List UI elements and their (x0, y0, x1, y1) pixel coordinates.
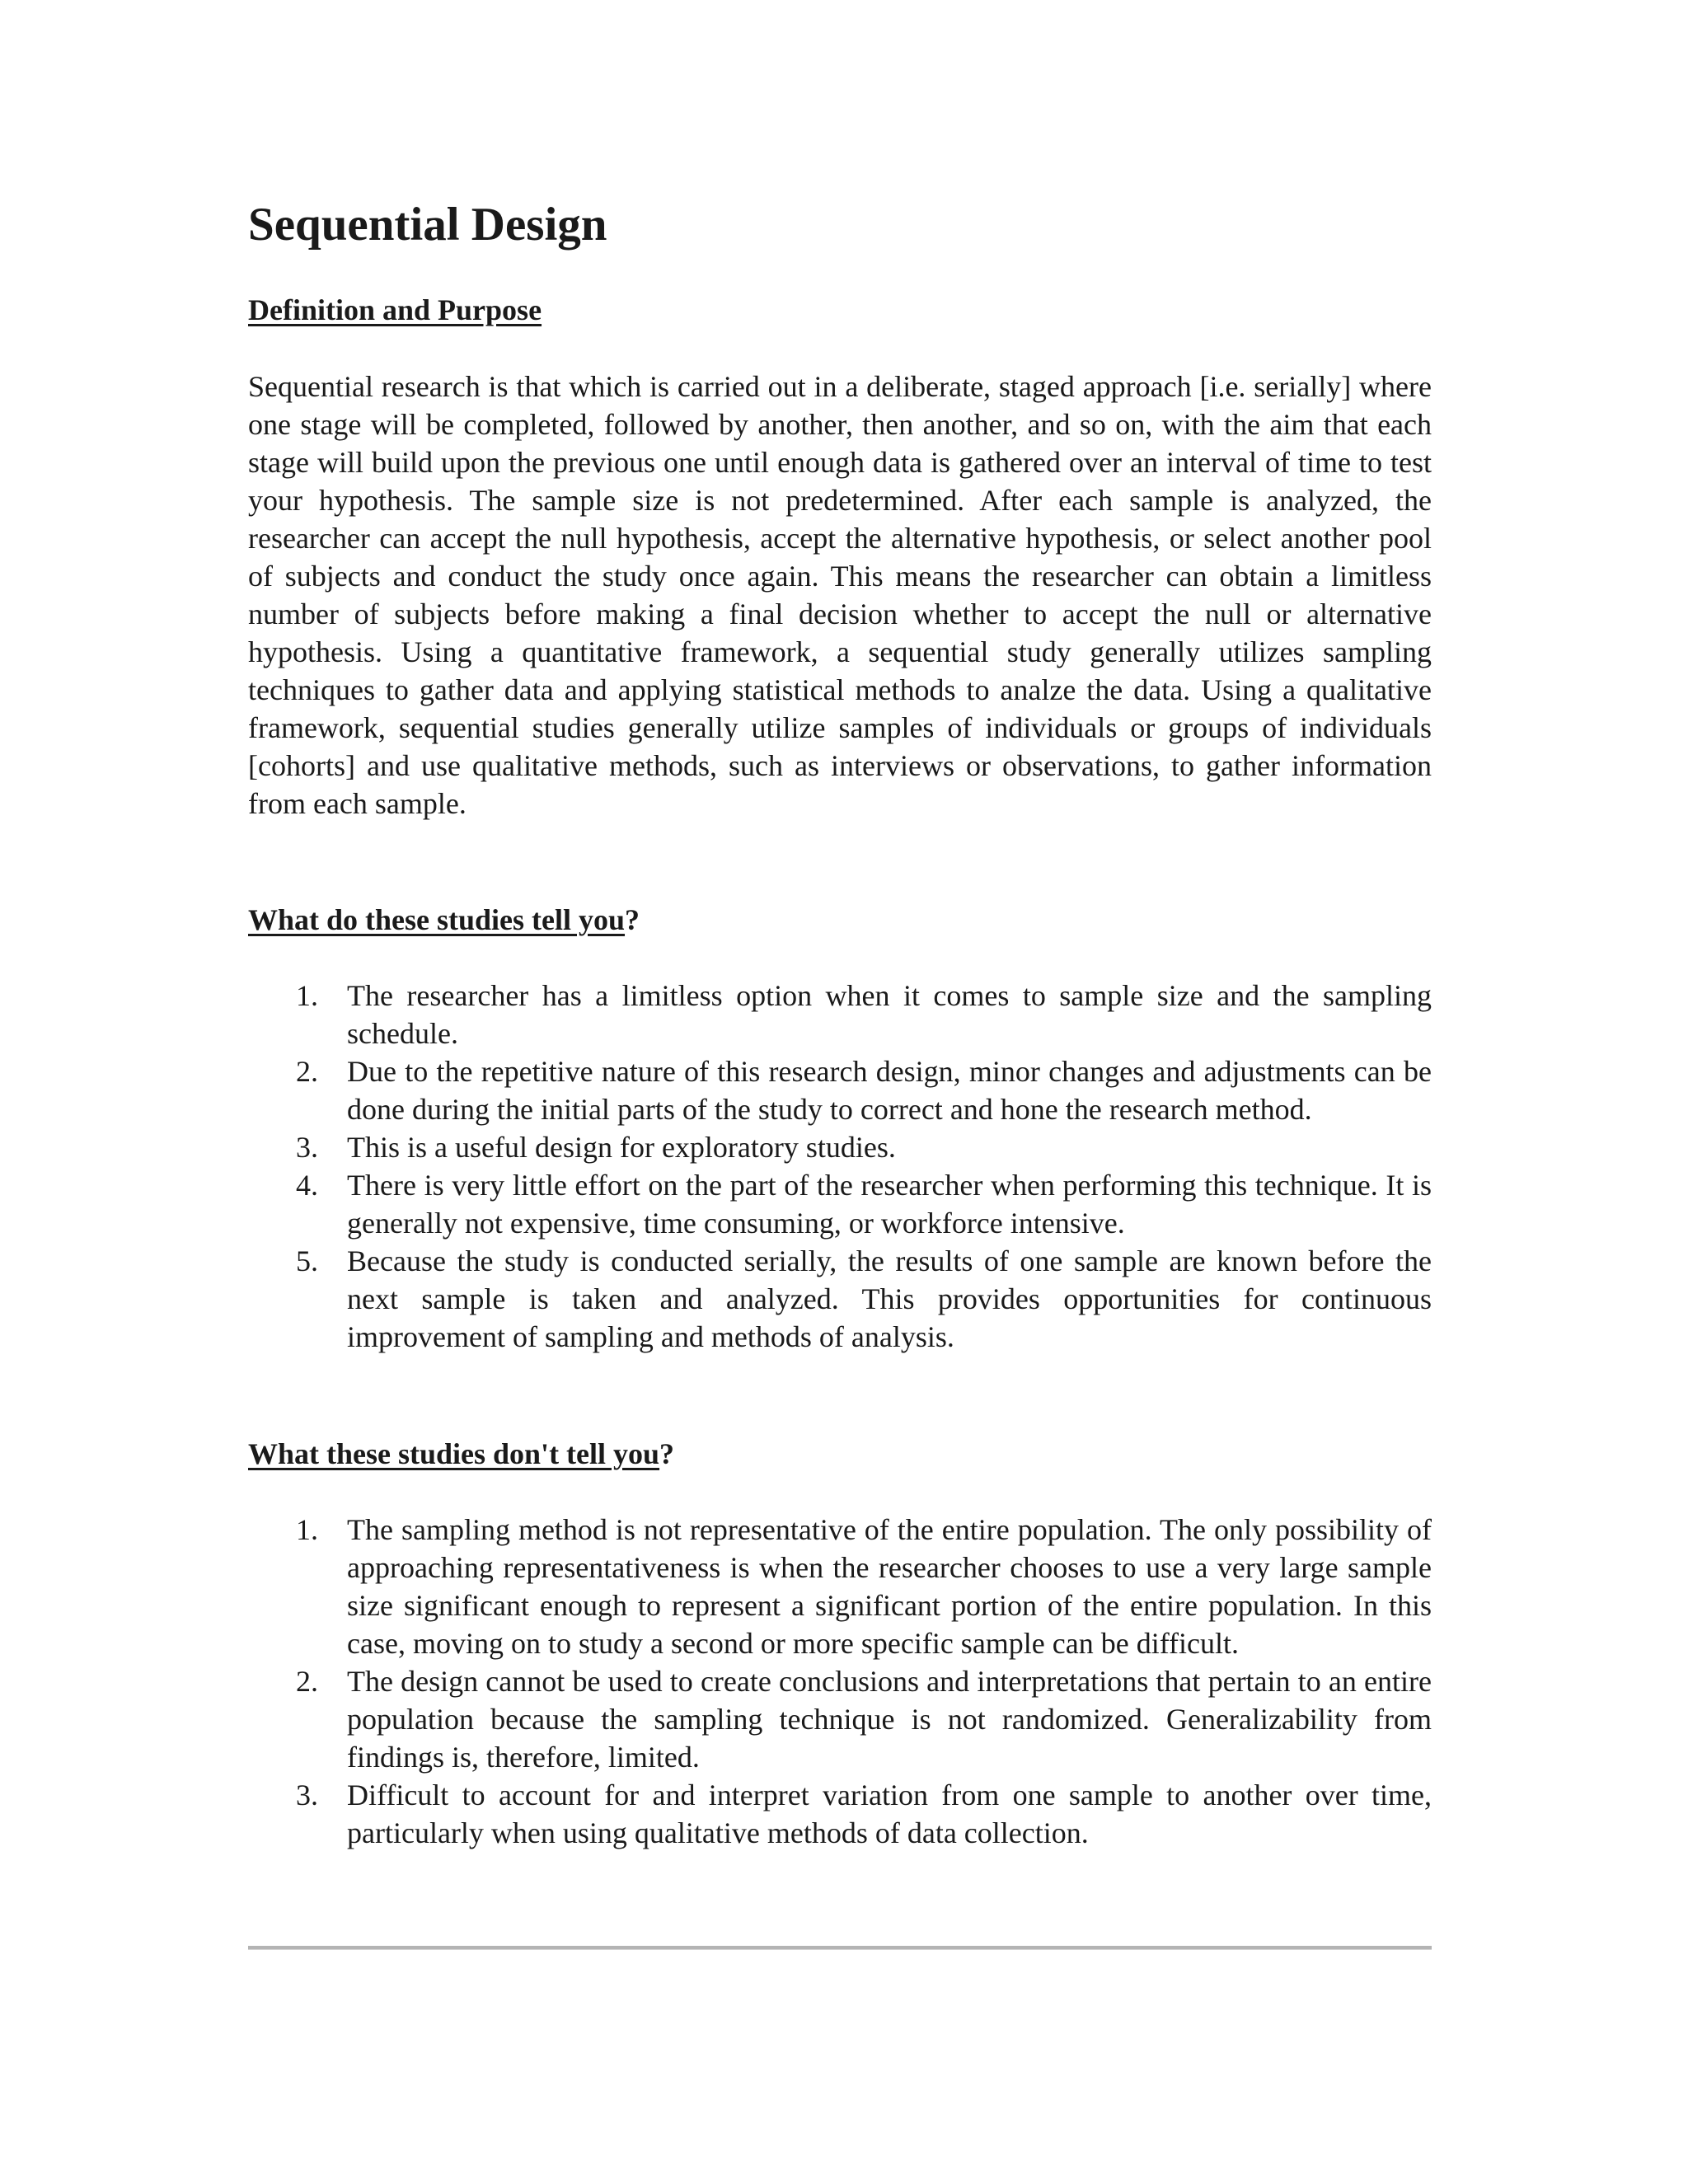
list-item (248, 1166, 1432, 1242)
document-title: Sequential Design (248, 199, 607, 251)
list-item (248, 977, 1432, 1052)
section-heading-definition (248, 291, 542, 329)
list-item-number: 1. (296, 979, 318, 1012)
list-item-number: 4. (296, 1169, 318, 1202)
list-item (248, 1128, 1432, 1166)
list-item-number: 3. (296, 1131, 318, 1164)
section-heading-suffix: ? (625, 903, 640, 936)
list-item-number: 2. (296, 1055, 318, 1088)
list-item-text: The sampling method is not representative of the entire population. The only possibility of approaching representativeness is when the researcher chooses to use a very large sample size significant enough to represent a significant portion of the entire population. In this case, moving on to study a second or more specific sample can be difficult. (347, 1513, 1432, 1660)
dont-tell-you-list (248, 1511, 1432, 1852)
list-item (248, 1662, 1432, 1776)
list-item-text: Due to the repetitive nature of this research design, minor changes and adjustments can be done during the initial parts of the study to correct and hone the research method. (347, 1055, 1432, 1126)
section-heading-text: Definition and Purpose (248, 293, 542, 326)
list-item-number: 5. (296, 1244, 318, 1277)
section-heading-what-studies-dont-tell (248, 1435, 674, 1473)
section-heading-what-studies-tell (248, 901, 640, 939)
list-item (248, 1776, 1432, 1852)
footer-divider (248, 1946, 1432, 1950)
list-item-text: The researcher has a limitless option when it comes to sample size and the sampling schedule. (347, 979, 1432, 1050)
definition-paragraph: Sequential research is that which is carried out in a deliberate, staged approach [i.e. serially] where one stage will be completed, followed by another, then another, and so on, with the aim that each stage will build upon the previous one until enough data is gathered over an interval of time to test your hypothesis. The sample size is not predetermined. After each sample is analyzed, the researcher can accept the null hypothesis, accept the alternative hypothesis, or select another pool of subjects and conduct the study once again. This means the researcher can obtain a limitless number of subjects before making a final decision whether to accept the null or alternative hypothesis. Using a quantitative framework, a sequential study generally utilizes sampling techniques to gather data and applying statistical methods to analze the data. Using a qualitative framework, sequential studies generally utilize samples of individuals or groups of individuals [cohorts] and use qualitative methods, such as interviews or observations, to gather information from each sample. (248, 370, 1432, 820)
list-item-text: Difficult to account for and interpret variation from one sample to another over time, particularly when using qualitative methods of data collection. (347, 1779, 1432, 1849)
list-item-text: The design cannot be used to create conclusions and interpretations that pertain to an entire population because the sampling technique is not randomized. Generalizability from findings is, therefore, limited. (347, 1665, 1432, 1774)
list-item (248, 1052, 1432, 1128)
list-item-number: 3. (296, 1779, 318, 1811)
list-item-number: 1. (296, 1513, 318, 1546)
list-item-text: Because the study is conducted serially, the results of one sample are known before the next sample is taken and analyzed. This provides opportunities for continuous improvement of sampling and methods of analysis. (347, 1244, 1432, 1353)
list-item-text: There is very little effort on the part of the researcher when performing this technique. It is generally not expensive, time consuming, or workforce intensive. (347, 1169, 1432, 1240)
section-heading-suffix: ? (659, 1437, 675, 1470)
tell-you-list (248, 977, 1432, 1356)
list-item-number: 2. (296, 1665, 318, 1698)
list-item (248, 1242, 1432, 1356)
list-item (248, 1511, 1432, 1662)
list-item-text: This is a useful design for exploratory studies. (347, 1131, 896, 1164)
section-heading-text: What do these studies tell you (248, 903, 626, 936)
section-heading-text: What these studies don't tell you (248, 1437, 660, 1470)
